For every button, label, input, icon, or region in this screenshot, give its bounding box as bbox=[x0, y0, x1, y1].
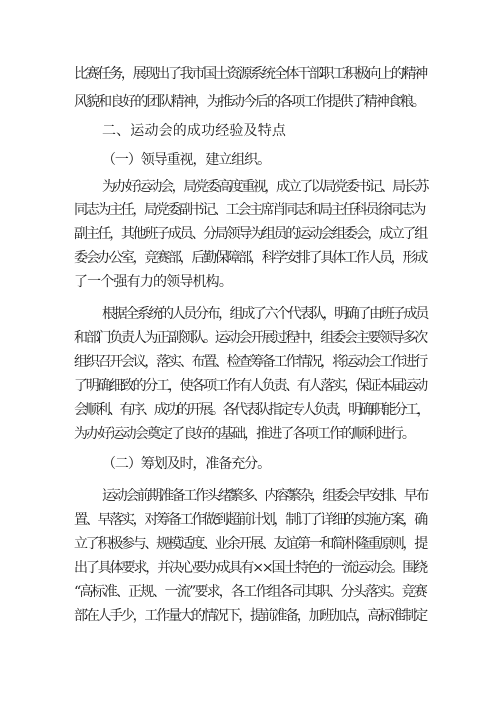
line-text: 了明确细致的分工，使各项工作有人负责、有人落实，保证本届运动 bbox=[74, 378, 426, 394]
line-text: 和部门负责人为正副领队。运动会开展过程中，组委会主要领导多次 bbox=[74, 330, 426, 346]
body-text-line bbox=[0, 90, 500, 114]
line-text: 风貌和良好的团队精神，为推动今后的各项工作提供了精神食粮。 bbox=[74, 94, 424, 110]
body-text-line bbox=[0, 270, 500, 294]
body-text-line bbox=[0, 556, 500, 580]
line-text: 会顺利、有序、成功的开展。各代表队指定专人负责，明确职能分工， bbox=[74, 402, 428, 418]
line-text: 为办好运动会奠定了良好的基础，推进了各项工作的顺利进行。 bbox=[74, 426, 414, 442]
body-text-line bbox=[0, 580, 500, 604]
subsection-heading bbox=[0, 452, 500, 476]
body-text-line bbox=[0, 604, 500, 628]
heading-text: （二）筹划及时，准备充分。 bbox=[102, 456, 270, 472]
heading-text: （一）领导重视，建立组织。 bbox=[102, 152, 270, 168]
line-text: 了一个强有力的领导机构。 bbox=[74, 274, 232, 290]
body-text-line bbox=[0, 246, 500, 270]
line-text: “高标准、正规、一流”要求，各工作组各司其职、分头落实。竞赛 bbox=[74, 584, 426, 600]
body-text-line bbox=[0, 422, 500, 446]
line-text: 出了具体要求，并决心要办成具有××国土特色的一流运动会。围绕 bbox=[74, 560, 426, 576]
body-text-line bbox=[0, 484, 500, 508]
body-text-line bbox=[0, 398, 500, 422]
line-text: 置、早落实，对筹备工作做到超前计划，制订了详细的实施方案，确 bbox=[74, 512, 426, 528]
line-text: 为办好运动会，局党委高度重视，成立了以局党委书记、局长苏 bbox=[102, 179, 427, 195]
subsection-heading bbox=[0, 148, 500, 172]
line-text: 同志为主任，局党委副书记、工会主席肖同志和局主任科员徐同志为 bbox=[74, 202, 424, 218]
line-text: 根据全系统的人员分布，组成了六个代表队，明确了由班子成员 bbox=[102, 306, 427, 322]
body-text-line bbox=[0, 326, 500, 350]
line-text: 副主任，其他班子成员、分局领导为组员的运动会组委会，成立了组 bbox=[74, 226, 426, 242]
body-text-line bbox=[0, 532, 500, 556]
heading-text: 二、运动会的成功经验及特点 bbox=[102, 123, 286, 139]
body-text-line bbox=[0, 175, 500, 199]
section-heading bbox=[0, 119, 500, 143]
line-text: 组织召开会议，落实、布置、检查筹备工作情况，将运动会工作进行 bbox=[74, 354, 426, 370]
body-text-line bbox=[0, 222, 500, 246]
line-text: 委会办公室，竞赛部，后勤保障部，科学安排了具体工作人员，形成 bbox=[74, 250, 426, 266]
body-text-line bbox=[0, 62, 500, 86]
body-text-line bbox=[0, 374, 500, 398]
body-text-line bbox=[0, 302, 500, 326]
body-text-line bbox=[0, 508, 500, 532]
body-text-line bbox=[0, 198, 500, 222]
line-text: 运动会前期准备工作头绪繁多、内容繁杂，组委会早安排、早布 bbox=[102, 488, 427, 504]
line-text: 部在人手少，工作量大的情况下，提前准备，加班加点，高标准制定 bbox=[74, 608, 426, 624]
line-text: 立了积极参与、规模适度、业余开展、友谊第一和简朴隆重原则，提 bbox=[74, 536, 426, 552]
line-text: 比赛任务，展现出了我市国土资源系统全体干部职工积极向上的精神 bbox=[74, 66, 426, 82]
body-text-line bbox=[0, 350, 500, 374]
